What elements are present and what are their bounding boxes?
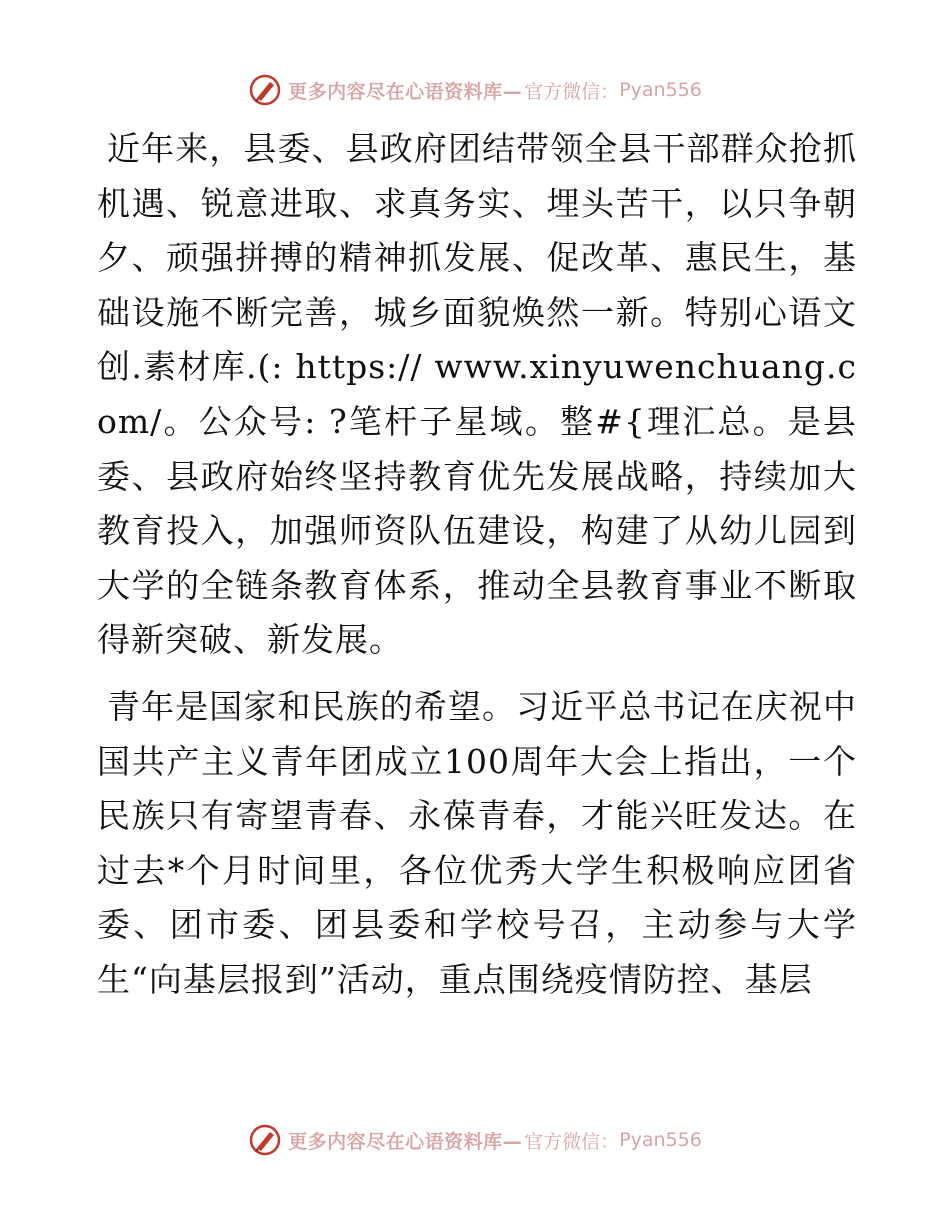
footer-wechat-id: Pyan556 <box>619 1129 702 1151</box>
document-body <box>97 122 857 1020</box>
pen-logo-icon <box>248 73 282 107</box>
footer-banner <box>0 1120 950 1160</box>
header-banner-text: 更多内容尽在心语资料库— <box>288 80 523 103</box>
paragraph-1: 近年来，县委、县政府团结带领全县干部群众抢抓机遇、锐意进取、求真务实、埋头苦干，以只争朝夕、顽强拼搏的精神抓发展、促改革、惠民生，基础设施不断完善，城乡面貌焕然一新。特别心语文创.素材库.(: https:// www.xinyuwenchuang.com/。公众号: ?笔杆子星域。整#{理汇总。是县委、县政府始终坚持教育优先发展战略，持续加大教育投入，加强师资队伍建设，构建了从幼儿园到大学的全链条教育体系，推动全县教育事业不断取得新突破、新发展。 <box>97 129 857 660</box>
header-wechat-id: Pyan556 <box>619 79 702 101</box>
header-banner <box>0 70 950 110</box>
pen-logo-icon <box>248 1123 282 1157</box>
footer-banner-text: 更多内容尽在心语资料库— <box>288 1130 523 1153</box>
paragraph-2: 青年是国家和民族的希望。习近平总书记在庆祝中国共产主义青年团成立100周年大会上指出，一个民族只有寄望青春、永葆青春，才能兴旺发达。在过去*个月时间里，各位优秀大学生积极响应团省委、团市委、团县委和学校号召，主动参与大学生“向基层报到”活动，重点围绕疫情防控、基层 <box>97 686 857 999</box>
header-wechat-label: 官方微信： <box>524 80 620 103</box>
footer-wechat-label: 官方微信： <box>524 1130 620 1153</box>
